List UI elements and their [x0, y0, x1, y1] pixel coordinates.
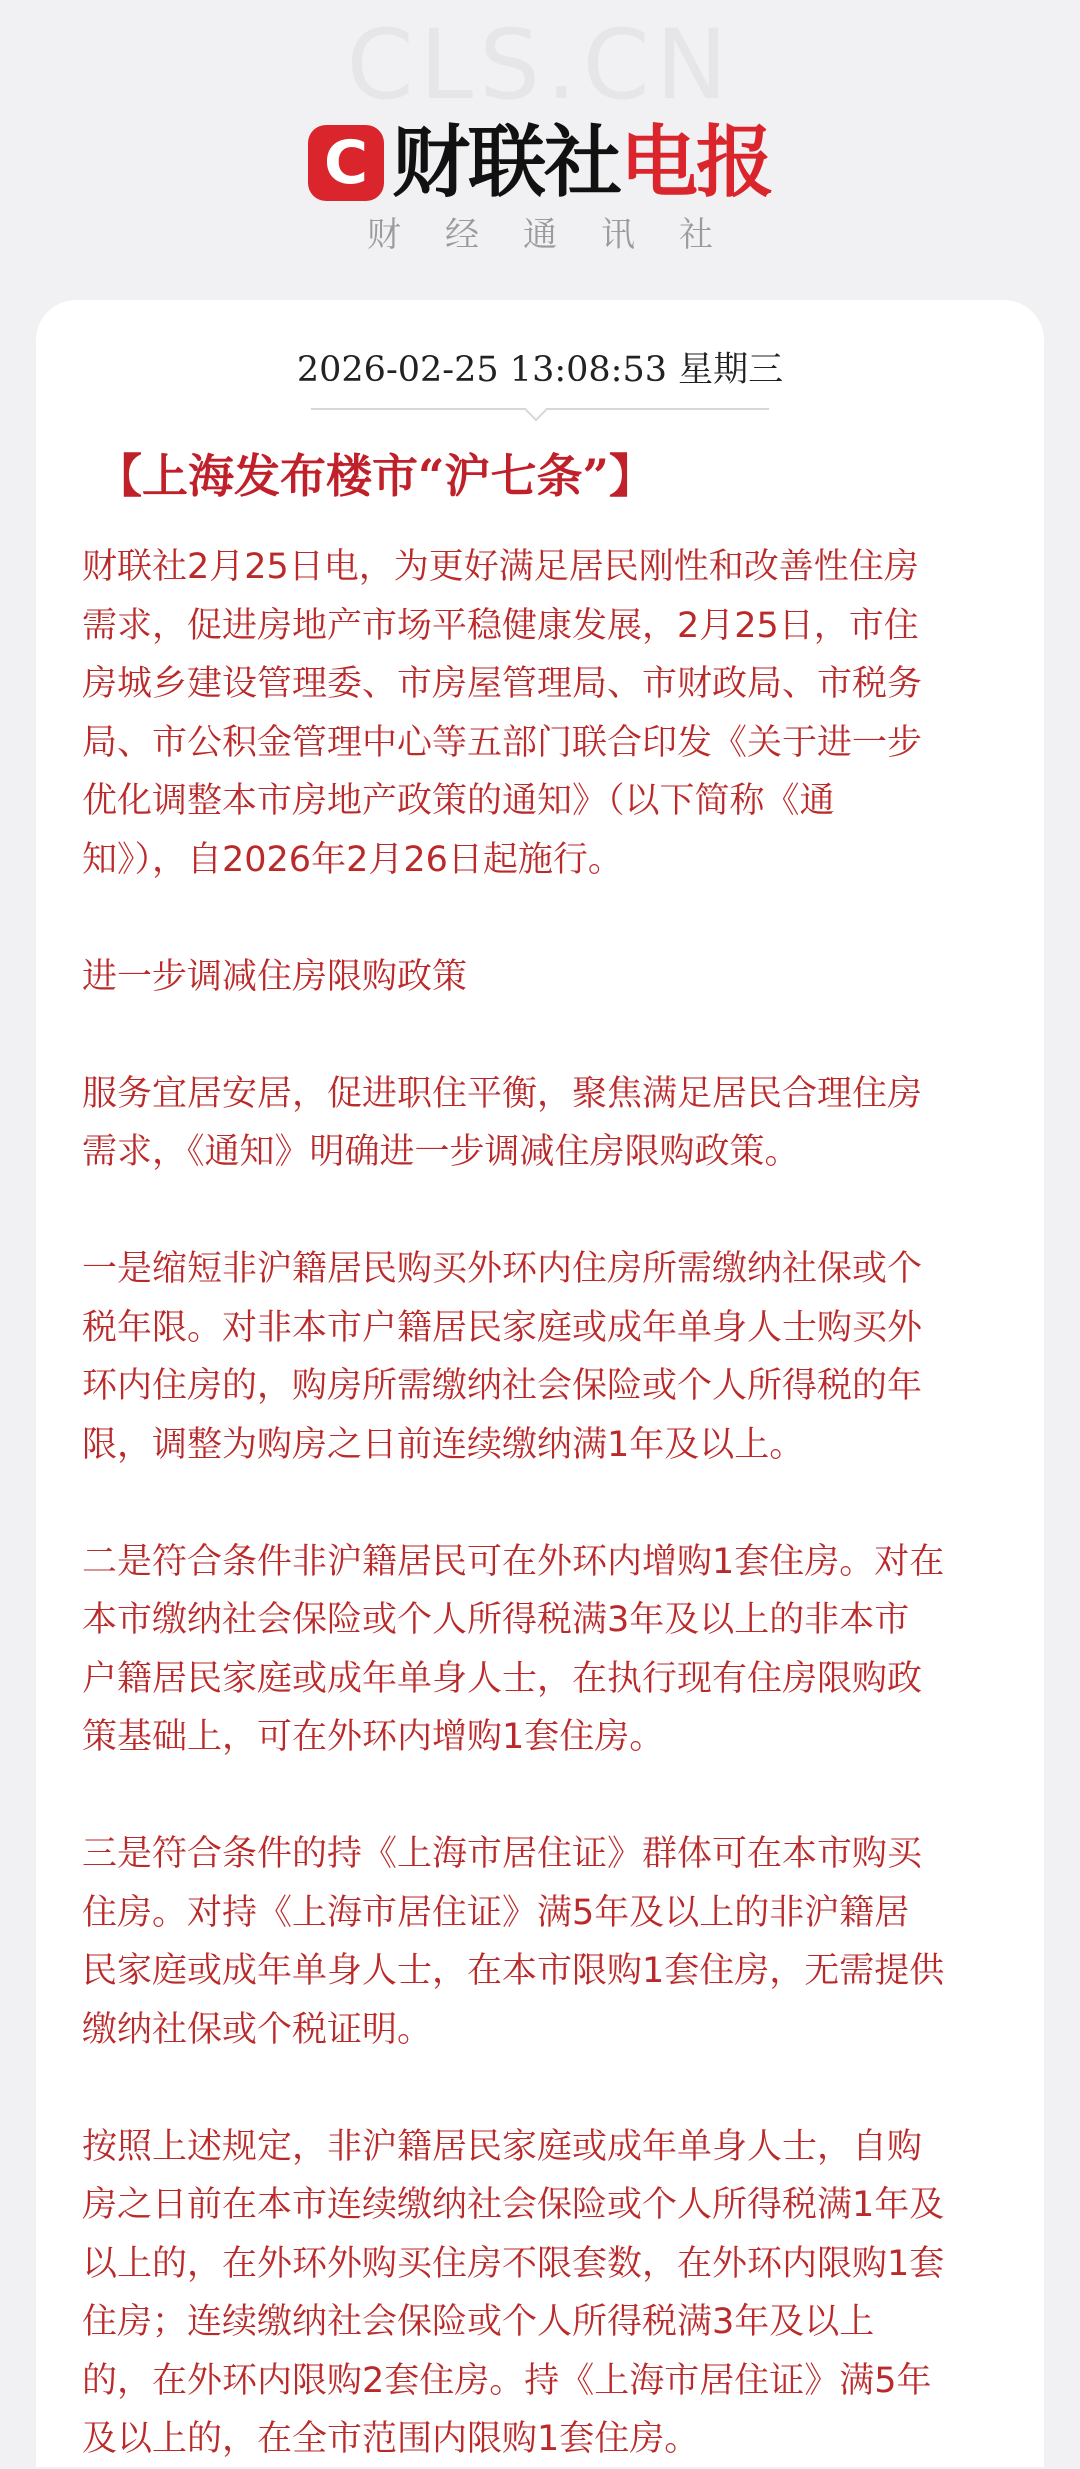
article-paragraph: [82, 1533, 1042, 1767]
logo-brand: 财联社: [391, 118, 620, 208]
paragraph-line: 二是符合条件非沪籍居民可在外环内增购1套住房。对在: [82, 1541, 945, 1582]
article-paragraph: [82, 1240, 1042, 1474]
paragraph-line: 服务宜居安居，促进职住平衡，聚焦满足居民合理住房: [82, 1073, 923, 1114]
watermark: CLS.CN: [346, 9, 734, 121]
paragraph-line: 住房。对持《上海市居住证》满5年及以上的非沪籍居: [82, 1892, 910, 1933]
paragraph-line: 策基础上，可在外环内增购1套住房。: [82, 1717, 665, 1757]
paragraph-line: 限，调整为购房之日前连续缴纳满1年及以上。: [82, 1424, 805, 1465]
paragraph-line: 财联社2月25日电，为更好满足居民刚性和改善性住房: [82, 547, 919, 587]
paragraph-line: 优化调整本市房地产政策的通知》（以下简称《通: [82, 781, 835, 821]
article-paragraph: [82, 1065, 1042, 1182]
paragraph-line: 及以上的，在全市范围内限购1套住房。: [82, 2419, 700, 2459]
article-card: [36, 300, 1044, 2467]
paragraph-line: 需求，促进房地产市场平稳健康发展，2月25日，市住: [82, 605, 919, 646]
logo-c-icon: [308, 125, 384, 201]
paragraph-line: 进一步调减住房限购政策: [82, 956, 468, 997]
logo-wordmark: [392, 118, 772, 208]
logo: [0, 118, 1080, 208]
logo-subtitle: 财经通讯社: [367, 215, 757, 255]
paragraph-line: 税年限。对非本市户籍居民家庭或成年单身人士购买外: [82, 1307, 923, 1348]
paragraph-line: 房城乡建设管理委、市房屋管理局、市财政局、市税务: [82, 664, 923, 704]
article-paragraph: [82, 2118, 1042, 2469]
paragraph-line: 民家庭或成年单身人士，在本市限购1套住房，无需提供: [82, 1951, 945, 1991]
paragraph-line: 以上的，在外环外购买住房不限套数，在外环内限购1套: [82, 2243, 945, 2284]
logo-badge-letter: C: [323, 128, 368, 198]
logo-product: 电报: [620, 118, 773, 208]
paragraph-line: 需求，《通知》明确进一步调减住房限购政策。: [82, 1132, 800, 1172]
paragraph-line: 缴纳社保或个税证明。: [82, 2009, 433, 2050]
paragraph-line: 一是缩短非沪籍居民购买外环内住房所需缴纳社保或个: [82, 1249, 923, 1289]
paragraph-line: 房之日前在本市连续缴纳社会保险或个人所得税满1年及: [82, 2185, 945, 2225]
divider-notch-icon: [525, 399, 548, 422]
paragraph-line: 局、市公积金管理中心等五部门联合印发《关于进一步: [82, 722, 923, 763]
article-paragraph: [82, 948, 1042, 1007]
paragraph-line: 三是符合条件的持《上海市居住证》群体可在本市购买: [82, 1834, 923, 1874]
header: [0, 0, 1080, 330]
paragraph-line: 按照上述规定，非沪籍居民家庭或成年单身人士，自购: [82, 2126, 923, 2167]
article-headline: 【上海发布楼市“沪七条”】: [96, 449, 655, 503]
paragraph-line: 户籍居民家庭或成年单身人士，在执行现有住房限购政: [82, 1658, 923, 1699]
paragraph-line: 本市缴纳社会保险或个人所得税满3年及以上的非本市: [82, 1600, 910, 1640]
paragraph-line: 住房；连续缴纳社会保险或个人所得税满3年及以上: [82, 2302, 875, 2342]
article-paragraph: [82, 538, 1042, 889]
paragraph-line: 的，在外环内限购2套住房。持《上海市居住证》满5年: [82, 2360, 932, 2401]
paragraph-line: 环内住房的，购房所需缴纳社会保险或个人所得税的年: [82, 1366, 923, 1406]
paragraph-line: 知》），自2026年2月26日起施行。: [82, 839, 623, 880]
article-datetime: 2026-02-25 13:08:53 星期三: [296, 350, 784, 390]
article-body: [82, 538, 1042, 2469]
article-paragraph: [82, 1825, 1042, 2059]
